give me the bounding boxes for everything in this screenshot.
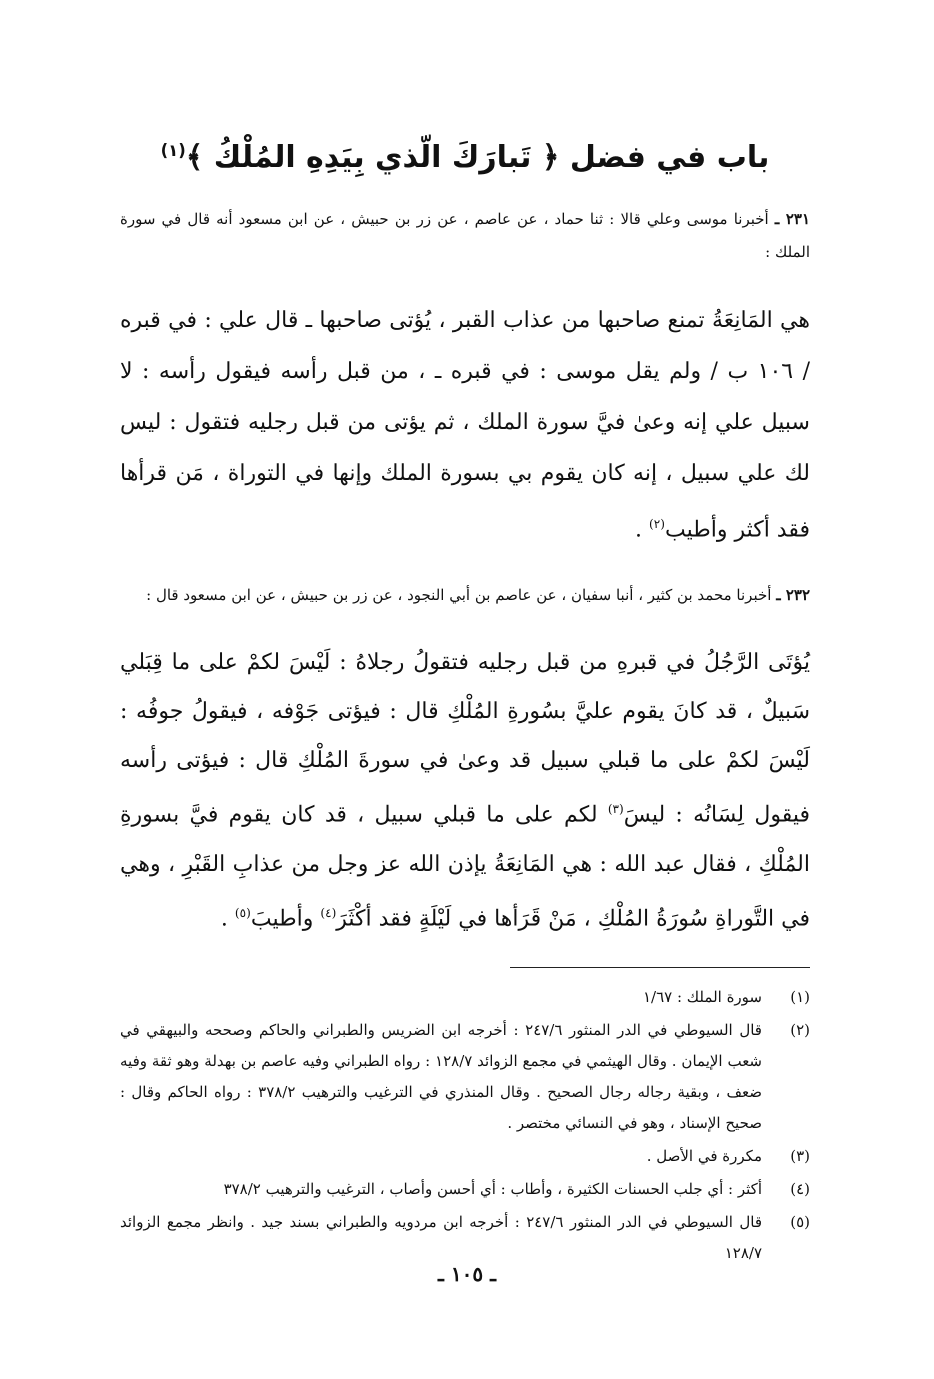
footnote-text: مكررة في الأصل . — [646, 1146, 762, 1165]
footnote-number: (١) — [790, 987, 810, 1006]
hadith-231-text — [120, 295, 810, 555]
hadith-231-number: ٢٣١ ـ — [774, 210, 810, 228]
hadith-231-body: هي المَانِعَةُ تمنع صاحبها من عذاب القبر ، يُؤتى صاحبها ـ قال علي : في قبره / ١٠٦ ب / ولم يقل موسى : في قبره ـ ، من قبل رأسه فيقول رأسه : لا سبيل علي إنه وعىٰ فيَّ سورة الملك ، ثم يؤتى من قبل رجليه فتقول : ليس لك علي سبيل ، إنه كان يقوم بي بسورة الملك وإنها في التوراة ، مَن قرأها فقد أكثر وأطيب — [120, 308, 811, 543]
footnote-number: (٤) — [790, 1179, 810, 1198]
hadith-231-chain — [120, 203, 810, 269]
footnote-number: (٣) — [790, 1146, 810, 1165]
hadith-231-footnote-ref: (٢) — [649, 517, 665, 531]
hadith-232-footnote-ref-3: (٣) — [607, 802, 624, 817]
hadith-231-end: . — [635, 517, 650, 543]
footnote-number: (٢) — [790, 1020, 810, 1039]
footnote-5 — [120, 1207, 810, 1269]
hadith-232-text — [120, 638, 810, 943]
footnote-3 — [120, 1141, 810, 1172]
footnote-separator — [510, 967, 810, 968]
chapter-title — [120, 138, 810, 177]
footnotes — [120, 982, 810, 1269]
footnote-text: قال السيوطي في الدر المنثور ٢٤٧/٦ : أخرجه ابن الضريس والطبراني والحاكم وصححه والبيهقي في شعب الإيمان . وقال الهيثمي في مجمع الزوائد ١٢٨/٧ : رواه الطبراني وفيه عاصم بن بهدلة وهو ثقة وفيه ضعف ، وبقية رجاله رجال الصحيح . وقال المنذري في الترغيب والترهيب ٣٧٨/٢ : رواه الحاكم وقال : صحيح الإسناد ، وهو في النسائي مختصر . — [120, 1020, 762, 1132]
page-body — [120, 120, 810, 1271]
hadith-232-body-3: وأطيبَ — [250, 905, 321, 931]
hadith-232-chain — [120, 579, 810, 612]
hadith-232-footnote-ref-4: (٤) — [320, 905, 337, 920]
hadith-232-chain-text: أخبرنا محمد بن كثير ، أنبا سفيان ، عن عاصم بن أبي النجود ، عن زر بن حبيش ، عن ابن مسعود قال : — [146, 586, 772, 605]
hadith-231-chain-text: أخبرنا موسى وعلي قالا : ثنا حماد ، عن عاصم ، عن زر بن حبيش ، عن ابن مسعود أنه قال في سورة الملك : — [120, 210, 810, 261]
footnote-text: سورة الملك : ١/٦٧ — [642, 987, 762, 1006]
chapter-title-footnote-ref: (١) — [160, 141, 186, 160]
hadith-232-body-2: لكم على ما قبلي سبيل ، قد كان يقوم فيَّ بسورةِ المُلْكِ ، فقال عبد الله : هي المَانِعَةُ يإذن الله عز وجل من عذابِ القَبْرِ ، وهي في التَّوراةِ سُورَةُ المُلْكِ ، مَنْ قَرَأها في لَيْلَةٍ فقد أكْثَرَ — [120, 802, 810, 931]
page-number: ـ ١٠٥ ـ — [438, 1262, 496, 1286]
footnote-text: قال السيوطي في الدر المنثور ٢٤٧/٦ : أخرجه ابن مردويه والطبراني بسند جيد . وانظر مجمع الزوائد ١٢٨/٧ — [120, 1212, 762, 1262]
hadith-232-body-1: يُؤتَى الرَّجُلُ في قبرهِ من قبل رجليه فتقولُ رجلاهُ : لَيْسَ لكمْ على ما قِبَلي سَبيلٌ ، قد كانَ يقوم عليَّ بسُورةِ المُلْكِ قال : فيؤتى جَوْفه ، فيقولُ جوفُه : لَيْسَ لكمْ على ما قبلي سبيل قد وعىٰ في سورةَ المُلْكِ قال : فيؤتى رأسه فيقول لِسَانُه : ليسَ — [120, 650, 811, 828]
footnote-text: أكثر : أي جلب الحسنات الكثيرة ، وأطاب : أي أحسن وأصاب ، الترغيب والترهيب ٣٧٨/٢ — [223, 1179, 762, 1198]
footnote-number: (٥) — [790, 1212, 810, 1231]
hadith-232-number: ٢٣٢ ـ — [776, 586, 810, 605]
footnote-1 — [120, 982, 810, 1013]
hadith-232-end: . — [220, 905, 235, 931]
hadith-232-footnote-ref-5: (٥) — [234, 905, 251, 920]
chapter-title-text: باب في فضل ﴿ تَبارَكَ الّذي بِيَدِهِ المُلْكُ ﴾ — [185, 140, 770, 175]
footnote-4 — [120, 1174, 810, 1205]
footnote-2 — [120, 1015, 810, 1139]
